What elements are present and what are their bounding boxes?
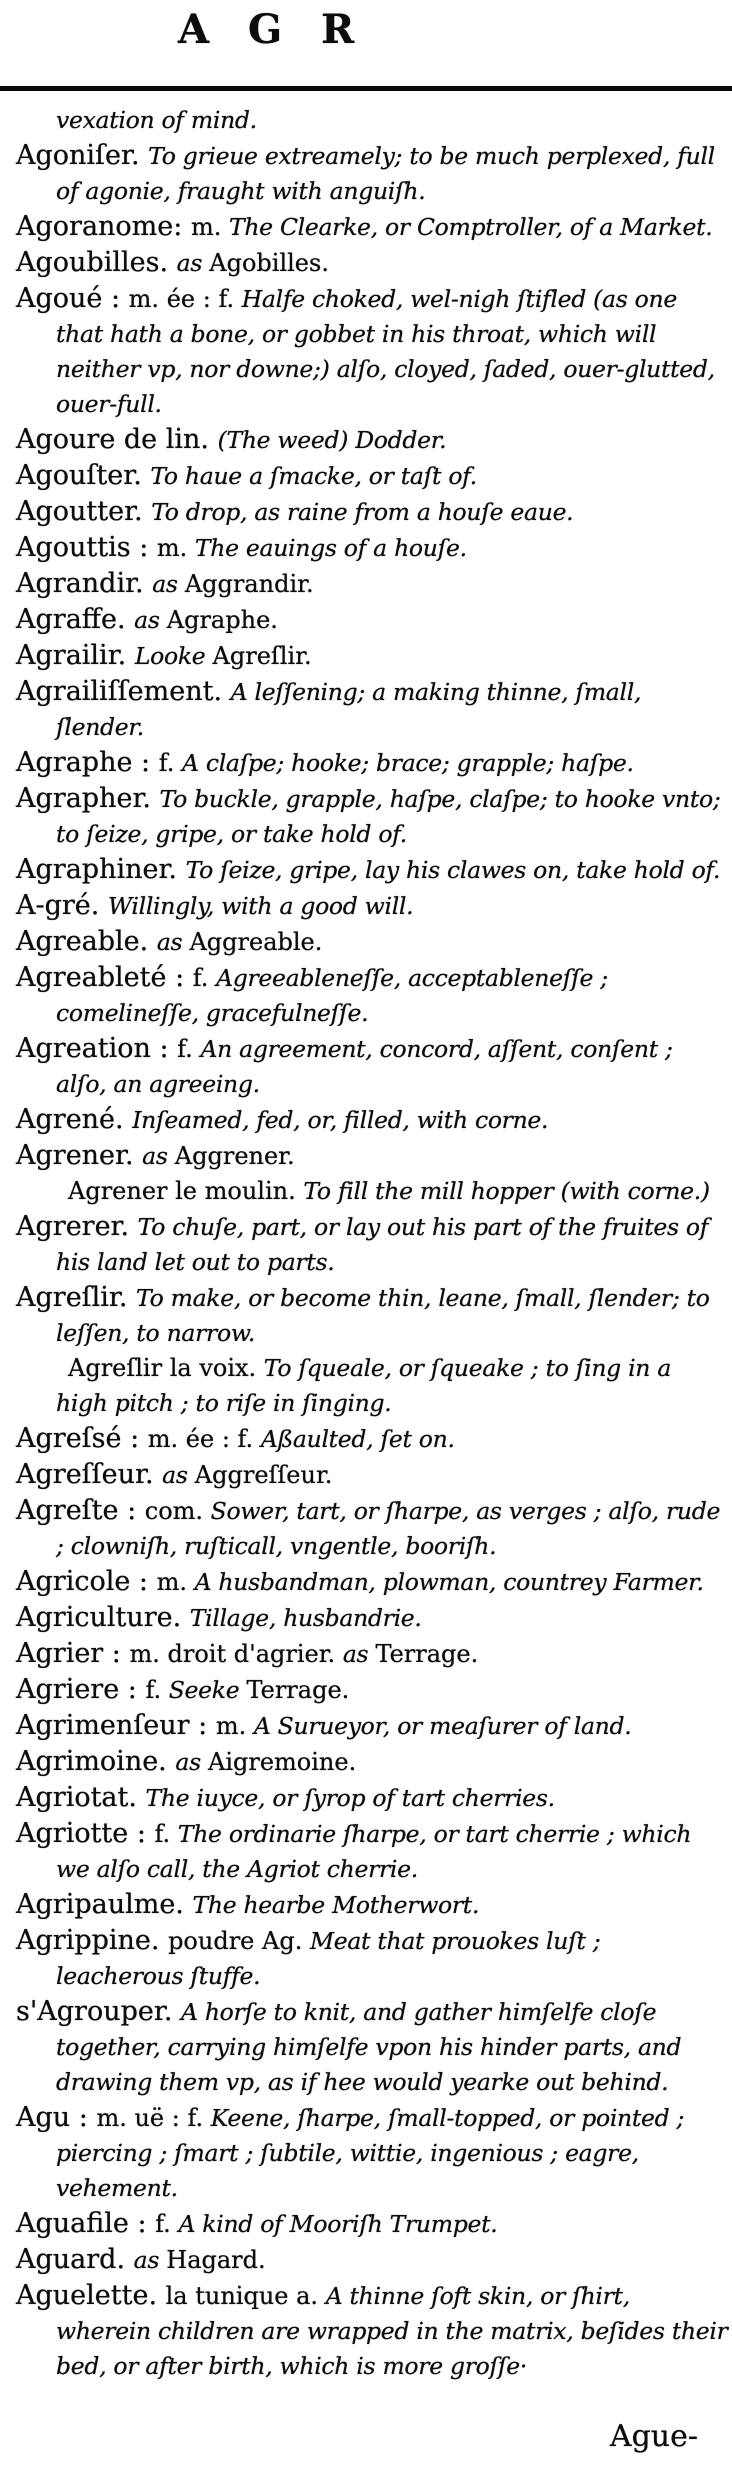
definition-text: A husbandman, plowman, countrey Farmer.	[194, 1568, 704, 1596]
headword: Agrandir.	[16, 568, 153, 599]
headword: Agraphiner.	[16, 854, 186, 885]
headword: Agreſsé :	[16, 1423, 148, 1454]
dictionary-entry	[10, 1673, 728, 1709]
dictionary-entry	[10, 675, 728, 746]
headword: Agouttis :	[16, 532, 157, 563]
definition-text: as	[156, 928, 190, 956]
definition-text: The eauings of a houſe.	[194, 534, 467, 562]
headword: Agriere :	[16, 1674, 146, 1705]
headword: Agreation :	[16, 1033, 178, 1064]
definition-text: To grieue extreamely; to be much perplexed, full of agonie, fraught with anguiſh.	[56, 142, 715, 205]
headword: Agrailir.	[16, 640, 135, 671]
definition-text: To ſeize, gripe, lay his clawes on, take hold of.	[185, 856, 721, 884]
definition-text: Agreeableneſſe, acceptableneſſe ; comelineſſe, gracefulneſſe.	[56, 964, 608, 1027]
definition-text: as	[176, 249, 210, 277]
sub-entry	[10, 1175, 728, 1210]
headword: Agoutter.	[16, 496, 152, 527]
grammar-or-reference: la tunique a.	[165, 2282, 326, 2310]
dictionary-entry	[10, 2207, 728, 2243]
headword: Agoranome:	[16, 211, 191, 242]
dictionary-entry	[10, 1888, 728, 1924]
definition-text: To haue a ſmacke, or taſt of.	[150, 462, 477, 490]
dictionary-entry	[10, 782, 728, 853]
grammar-or-reference: m.	[156, 534, 195, 562]
dictionary-entry	[10, 2243, 728, 2279]
dictionary-entry	[10, 961, 728, 1032]
headword: Agu :	[16, 2102, 97, 2133]
definition-text: Keene, ſharpe, ſmall-topped, or pointed ; piercing ; ſmart ; ſubtile, wittie, ingenious ; eagre, vehement.	[56, 2104, 685, 2202]
definition-text: The iuyce, or ſyrop of tart cherries.	[145, 1784, 555, 1812]
headword: Agricole :	[16, 1566, 157, 1597]
dictionary-entry	[10, 495, 728, 531]
dictionary-entry	[10, 1494, 728, 1565]
headword: Agrener.	[16, 1140, 143, 1171]
entry-continuation	[10, 104, 728, 139]
headword: Agreſlir.	[16, 1282, 137, 1313]
dictionary-entry	[10, 459, 728, 495]
grammar-or-reference: m. ée : f.	[147, 1425, 261, 1453]
definition-text: A horſe to knit, and gather himſelfe cloſe together, carrying himſelfe vpon his hinder parts, and drawing them vp, as if hee would yearke out behind.	[56, 1998, 682, 2096]
grammar-or-reference: Aigremoine.	[208, 1748, 357, 1776]
dictionary-entry	[10, 1458, 728, 1494]
grammar-or-reference: m.	[190, 213, 229, 241]
definition-text: Looke	[134, 642, 213, 670]
dictionary-entry	[10, 1924, 728, 1995]
definition-text: A thinne ſoft skin, or ſhirt, wherein children are wrapped in the matrix, beſides their bed, or after birth, which is more groſſe·	[56, 2282, 728, 2380]
headword: Agraphe :	[16, 747, 159, 778]
dictionary-entry	[10, 1032, 728, 1103]
headword: Agouſter.	[16, 460, 151, 491]
headword: Agrimoine.	[16, 1746, 176, 1777]
running-head: A G R	[178, 6, 364, 53]
definition-text: Aßaulted, ſet on.	[260, 1425, 455, 1453]
definition-text: To make, or become thin, leane, ſmall, ſlender; to leſſen, to narrow.	[56, 1284, 710, 1347]
grammar-or-reference: m. droit d'agrier.	[129, 1640, 343, 1668]
definition-text: To chuſe, part, or lay out his part of the fruites of his land let out to parts.	[56, 1213, 709, 1276]
headword: Aguelette.	[16, 2280, 166, 2311]
definition-text: Tillage, husbandrie.	[189, 1604, 422, 1632]
dictionary-entry	[10, 1281, 728, 1352]
grammar-or-reference: m. uë : f.	[96, 2104, 211, 2132]
definition-text: as	[162, 1461, 195, 1489]
grammar-or-reference: m.	[215, 1712, 254, 1740]
grammar-or-reference: m.	[156, 1568, 195, 1596]
grammar-or-reference: Agrener le moulin.	[68, 1177, 304, 1205]
headword: Agrimenſeur :	[16, 1710, 216, 1741]
headword: Agraffe.	[16, 604, 135, 635]
dictionary-entry	[10, 246, 728, 282]
definition-text: Meat that prouokes luſt ; leacherous ſtuffe.	[56, 1927, 601, 1990]
headword: Agriotte :	[16, 1818, 155, 1849]
dictionary-entry	[10, 1103, 728, 1139]
header-rule	[0, 86, 732, 91]
headword: Agoué :	[16, 283, 129, 314]
definition-text: (The weed) Dodder.	[217, 426, 447, 454]
definition-text: Inſeamed, fed, or, filled, with corne.	[132, 1106, 549, 1134]
definition-text: as	[134, 606, 167, 634]
definition-text: The hearbe Motherwort.	[192, 1891, 480, 1919]
dictionary-entry	[10, 639, 728, 675]
dictionary-entry	[10, 567, 728, 603]
headword: Agrapher.	[16, 783, 160, 814]
definition-text: To buckle, grapple, haſpe, claſpe; to hooke vnto; to ſeize, gripe, or take hold of.	[56, 785, 721, 848]
definition-text: The ordinarie ſharpe, or tart cherrie ; which we alſo call, the Agriot cherrie.	[56, 1820, 692, 1883]
grammar-or-reference: f.	[177, 1035, 201, 1063]
grammar-or-reference: Aggrener.	[174, 1142, 295, 1170]
definition-text: An agreement, concord, aſſent, conſent ; alſo, an agreeing.	[56, 1035, 673, 1098]
definition-text: as	[142, 1142, 175, 1170]
headword: Aguard.	[16, 2244, 134, 2275]
headword: Agreſſeur.	[16, 1459, 163, 1490]
definition-text: A kind of Mooriſh Trumpet.	[178, 2210, 498, 2238]
grammar-or-reference: f.	[154, 1820, 178, 1848]
dictionary-entry	[10, 925, 728, 961]
grammar-or-reference: Agreſlir.	[212, 642, 312, 670]
definition-text: Willingly, with a good will.	[107, 892, 414, 920]
grammar-or-reference: Terrage.	[246, 1676, 350, 1704]
grammar-or-reference: Agraphe.	[166, 606, 278, 634]
headword: Agrippine.	[16, 1925, 169, 1956]
headword: A-gré.	[16, 890, 108, 921]
dictionary-entry	[10, 1995, 728, 2101]
definition-text: Sower, tart, or ſharpe, as verges ; alſo, rude ; clowniſh, ruſticall, vngentle, booriſh.	[56, 1497, 721, 1560]
headword: Agoubilles.	[16, 247, 177, 278]
dictionary-entry	[10, 746, 728, 782]
headword: Agreable.	[16, 926, 157, 957]
headword: Agrier :	[16, 1638, 130, 1669]
grammar-or-reference: Agobilles.	[209, 249, 329, 277]
headword: Agrailiſſement.	[16, 676, 231, 707]
headword: Agriotat.	[16, 1782, 146, 1813]
dictionary-entry	[10, 139, 728, 210]
definition-text: To ſqueale, or ſqueake ; to ſing in a high pitch ; to riſe in ſinging.	[56, 1354, 672, 1417]
definition-text: A claſpe; hooke; brace; grapple; haſpe.	[182, 749, 634, 777]
grammar-or-reference: Aggreſſeur.	[194, 1461, 333, 1489]
headword: Agrerer.	[16, 1211, 138, 1242]
dictionary-entry	[10, 1817, 728, 1888]
definition-text: To drop, as raine from a houſe eaue.	[151, 498, 574, 526]
dictionary-entry	[10, 1422, 728, 1458]
dictionary-entry	[10, 423, 728, 459]
definition-text: To fill the mill hopper (with corne.)	[303, 1177, 710, 1205]
grammar-or-reference: f.	[192, 964, 217, 992]
grammar-or-reference: Terrage.	[375, 1640, 479, 1668]
dictionary-entry	[10, 603, 728, 639]
definition-text: as	[175, 1748, 208, 1776]
dictionary-entry	[10, 853, 728, 889]
grammar-or-reference: Hagard.	[166, 2246, 266, 2274]
grammar-or-reference: Agreſlir la voix.	[68, 1354, 264, 1382]
dictionary-entry	[10, 1709, 728, 1745]
definition-text: Seeke	[168, 1676, 247, 1704]
headword: Aguafile :	[16, 2208, 156, 2239]
dictionary-entry	[10, 1139, 728, 1175]
grammar-or-reference: f.	[145, 1676, 169, 1704]
definition-text: A Surueyor, or meaſurer of land.	[253, 1712, 632, 1740]
definition-text: vexation of mind.	[56, 106, 257, 134]
grammar-or-reference: com.	[144, 1497, 211, 1525]
dictionary-entry	[10, 1565, 728, 1601]
sub-entry	[10, 1352, 728, 1422]
dictionary-entry	[10, 531, 728, 567]
headword: s'Agrouper.	[16, 1996, 181, 2027]
dictionary-entry	[10, 1781, 728, 1817]
dictionary-entry	[10, 1637, 728, 1673]
headword: Agripaulme.	[16, 1889, 193, 1920]
headword: Agoniſer.	[16, 140, 149, 171]
definition-text: The Clearke, or Comptroller, of a Market.	[228, 213, 713, 241]
dictionary-entry	[10, 2279, 728, 2385]
headword: Agreableté :	[16, 962, 193, 993]
dictionary-entry	[10, 1210, 728, 1281]
entries	[10, 104, 728, 2385]
catchword: Ague-	[609, 2419, 698, 2454]
dictionary-entry	[10, 1601, 728, 1637]
grammar-or-reference: m. ée : f.	[128, 285, 242, 313]
grammar-or-reference: f.	[158, 749, 182, 777]
grammar-or-reference: f.	[155, 2210, 179, 2238]
grammar-or-reference: poudre Ag.	[168, 1927, 310, 1955]
headword: Agoure de lin.	[16, 424, 218, 455]
definition-text: as	[133, 2246, 167, 2274]
headword: Agreſte :	[16, 1495, 145, 1526]
dictionary-entry	[10, 210, 728, 246]
definition-text: as	[342, 1640, 376, 1668]
dictionary-entry	[10, 889, 728, 925]
grammar-or-reference: Aggrandir.	[184, 570, 314, 598]
definition-text: Halfe choked, wel-nigh ſtifled (as one that hath a bone, or gobbet in his throat, which will neither vp, nor downe;) alſo, cloyed, ſaded, ouer-glutted, ouer-full.	[56, 285, 715, 418]
definition-text: A leſſening; a making thinne, ſmall, ſlender.	[56, 678, 642, 741]
headword: Agriculture.	[16, 1602, 190, 1633]
headword: Agrené.	[16, 1104, 133, 1135]
dictionary-entry	[10, 282, 728, 423]
dictionary-entry	[10, 1745, 728, 1781]
grammar-or-reference: Aggreable.	[189, 928, 323, 956]
dictionary-entry	[10, 2101, 728, 2207]
definition-text: as	[152, 570, 185, 598]
